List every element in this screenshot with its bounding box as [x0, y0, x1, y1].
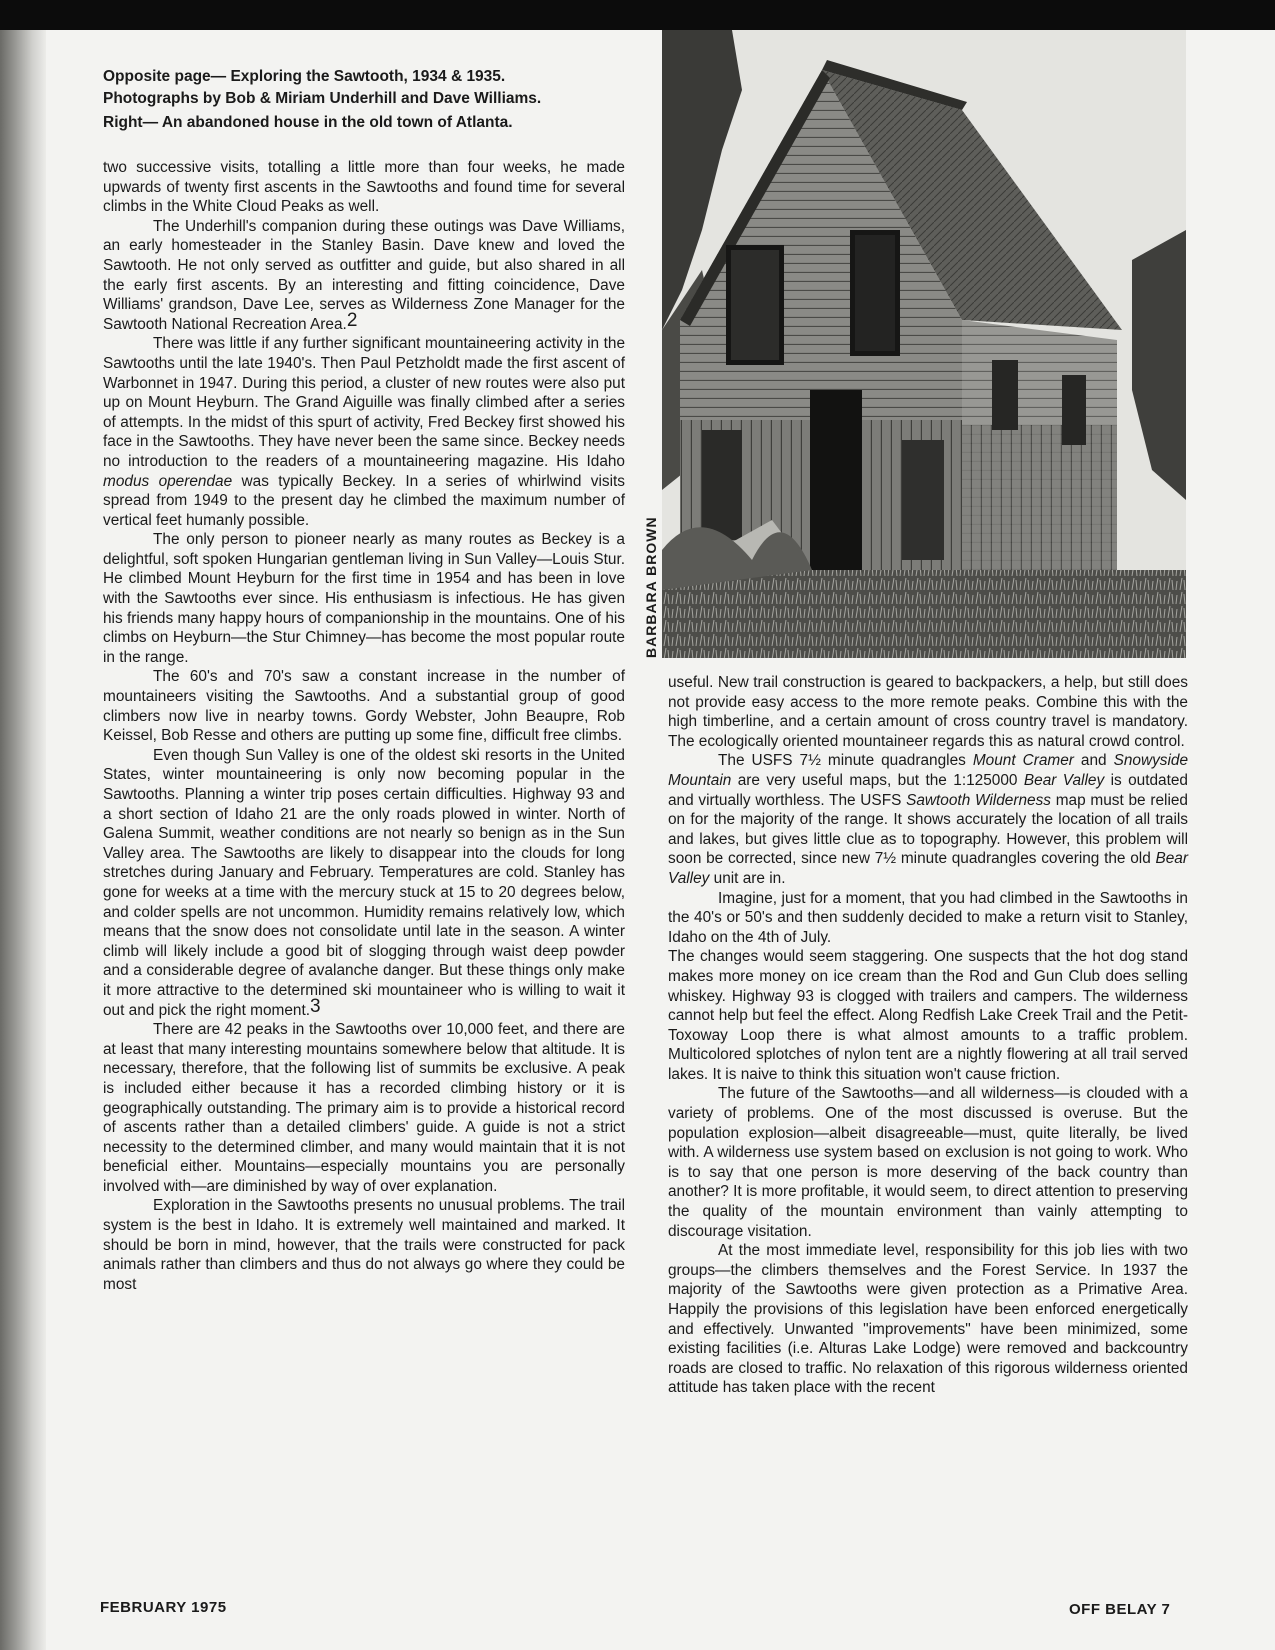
paragraph-text: and	[1073, 752, 1114, 770]
paragraph: The 60's and 70's saw a constant increase in the number of mountaineers visiting the Sawtooths. And a substantial group of good climbers now live in nearby towns. Gordy Webster, John Beaupre, Rob Keissel, Bob Resse and others are putting up some fine, difficult free climbs.	[103, 668, 625, 745]
map-title: Sawtooth Wilderness	[906, 791, 1051, 809]
article-left-column	[103, 158, 625, 1294]
paragraph: two successive visits, totalling a little more than four weeks, he made upwards of twenty first ascents in the Sawtooths and found time for several climbs in the White Cloud Peaks as well.	[103, 159, 625, 216]
footer-date: FEBRUARY 1975	[100, 1599, 227, 1616]
paragraph-text: Even though Sun Valley is one of the oldest ski resorts in the United States, winter mountaineering is only now becoming popular in the Sawtooths. Planning a winter trip poses certain difficulties. Highway 93 and a short section of Idaho 21 are the only roads plowed in winter. North of Galena Summit, weather conditions are not nearly so benign as in the Sun Valley area. The Sawtooths are likely to disappear into the clouds for long stretches during January and February. Temperatures are cold. Stanley has gone for weeks at a time with the mercury stuck at 15 to 20 degrees below, and colder spells are not uncommon. Humidity remains relatively low, which means that the snow does not consolidate until late in the season. A winter climb will likely include a good bit of slogging through waist deep powder and a considerable degree of avalanche danger. But these things only make it more attractive to the determined ski mountaineer who is willing to wait it out and pick the right moment.	[103, 746, 625, 1019]
paragraph-text: was typically Beckey. In a series of whirlwind visits spread from 1949 to the present day he climbed the maximum number of vertical feet humanly possible.	[103, 472, 625, 529]
map-title: Bear Valley	[668, 850, 1188, 887]
paragraph	[103, 746, 625, 1020]
paragraph: Exploration in the Sawtooths presents no unusual problems. The trail system is the best in Idaho. It is extremely well maintained and marked. It should be born in mind, however, that the trails were constructed for pack animals rather than climbers and thus do not always go where they could be most	[103, 1197, 625, 1293]
scan-binding-edge	[0, 30, 46, 1650]
paragraph-text: The USFS 7½ minute quadrangles	[718, 752, 973, 770]
map-title: Snowyside Mountain	[668, 752, 1189, 789]
paragraph-text: map must be relied on for the majority of the range. It shows accurately the location of all trails and lakes, but gives little clue as to topography. However, this problem will soon be corrected, since new 7½ minute quadrangles covering the old	[668, 791, 1188, 868]
paragraph-text: is outdated and virtually worthless. The USFS	[668, 771, 1188, 809]
paragraph: At the most immediate level, responsibility for this job lies with two groups—the climbers themselves and the Forest Service. In 1937 the majority of the Sawtooths were given protection as a Primative Area. Happily the provisions of this legislation have been enforced energetically and effectively. Unwanted "improvements" have been minimized, some existing facilities (i.e. Alturas Lake Lodge) were removed and backcountry roads are closed to traffic. No relaxation of this rigorous wilderness oriented attitude has taken place with the recent	[668, 1242, 1188, 1397]
paragraph: The changes would seem staggering. One suspects that the hot dog stand makes more money on ice cream than the Rod and Gun Club does selling whiskey. Highway 93 is clogged with trailers and campers. The wilderness cannot help but feel the effect. Along Redfish Lake Creek Trail and the Petit-Toxoway Loop there is what almost amounts to a traffic problem. Multicolored splotches of nylon tent are a nightly flowering at all trail served lakes. It is naive to think this situation won't cause friction.	[668, 948, 1188, 1083]
caption-line-1: Opposite page— Exploring the Sawtooth, 1934 & 1935.	[103, 68, 506, 85]
paragraph-text: There was little if any further significant mountaineering activity in the Sawtooths until the late 1940's. Then Paul Petzholdt made the first ascent of Warbonnet in 1947. During this period, a cluster of new routes were also put up on Mount Heyburn. The Grand Aiguille was finally climbed after a series of attempts. In the midst of this spurt of activity, Fred Beckey first showed his face in the Sawtooths. They have never been the same since. Beckey needs no introduction to the readers of a mountaineering magazine. His Idaho	[103, 335, 625, 470]
footer-page-number: OFF BELAY 7	[1069, 1601, 1171, 1618]
article-right-column	[668, 673, 1188, 1398]
photo-credit: BARBARA BROWN	[643, 516, 659, 658]
paragraph	[103, 217, 625, 335]
paragraph-text: are very useful maps, but the 1:125000	[731, 771, 1024, 789]
photo-caption	[103, 66, 623, 134]
paragraph: There are 42 peaks in the Sawtooths over 10,000 feet, and there are at least that many interesting mountains somewhere below that altitude. It is necessary, therefore, that the following list of summits be exclusive. A peak is included either because it has a recorded climbing history or it is geographically outstanding. The primary aim is to provide a historical record of ascents rather than a detailed climbers' guide. A guide is not a strict necessity to the determined climber, and many would maintain that it is not beneficial either. Mountains—especially mountains you are personally involved with—are diminished by way of over explanation.	[103, 1021, 625, 1195]
caption-line-2: Photographs by Bob & Miriam Underhill and Dave Williams.	[103, 90, 542, 107]
caption-line-3: Right— An abandoned house in the old town of Atlanta.	[103, 114, 513, 131]
paragraph: The only person to pioneer nearly as many routes as Beckey is a delightful, soft spoken Hungarian gentleman living in Sun Valley—Louis Stur. He climbed Mount Heyburn for the first time in 1954 and has been in love with the Sawtooths ever since. His enthusiasm is infectious. He has given his friends many happy hours of companionship in the mountains. One of his climbs on Heyburn—the Stur Chimney—has become the most popular route in the range.	[103, 531, 625, 666]
paragraph: Imagine, just for a moment, that you had climbed in the Sawtooths in the 40's or 50's and then suddenly decided to make a return visit to Stanley, Idaho on the 4th of July.	[668, 889, 1188, 946]
italic-phrase: modus operendae	[103, 472, 233, 490]
footnote-marker: 2	[346, 309, 358, 331]
paragraph: useful. New trail construction is geared to backpackers, a help, but still does not provide easy access to the more remote peaks. Combine this with the high timberline, and a certain amount of cross country travel is mandatory. The ecologically oriented mountaineer regards this as natural crowd control.	[668, 674, 1188, 750]
paragraph: The future of the Sawtooths—and all wilderness—is clouded with a variety of problems. One of the most discussed is overuse. But the population explosion—albeit disagreeable—must, quite literally, be lived with. A wilderness use system based on exclusion is not going to work. Who is to say that one person is more deserving of the back country than another? It is more profitable, it would seem, to direct attention to preserving the quality of the mountain environment than vainly attempting to discourage visitation.	[668, 1085, 1188, 1240]
map-title: Bear Valley	[1023, 771, 1105, 789]
abandoned-house-photo	[662, 30, 1186, 658]
map-title: Mount Cramer	[972, 752, 1074, 770]
paragraph-text: unit are in.	[709, 869, 786, 887]
paragraph	[103, 334, 625, 530]
paragraph-text: The Underhill's companion during these outings was Dave Williams, an early homesteader in the Stanley Basin. Dave knew and loved the Sawtooth. He not only served as outfitter and guide, but also shared in all the early first ascents. By an interesting and fitting coincidence, Dave Williams' grandson, Dave Lee, serves as Wilderness Zone Manager for the Sawtooth National Recreation Area.	[103, 217, 625, 333]
scan-top-border	[0, 0, 1275, 30]
paragraph	[668, 751, 1188, 888]
footnote-marker: 3	[310, 995, 321, 1017]
